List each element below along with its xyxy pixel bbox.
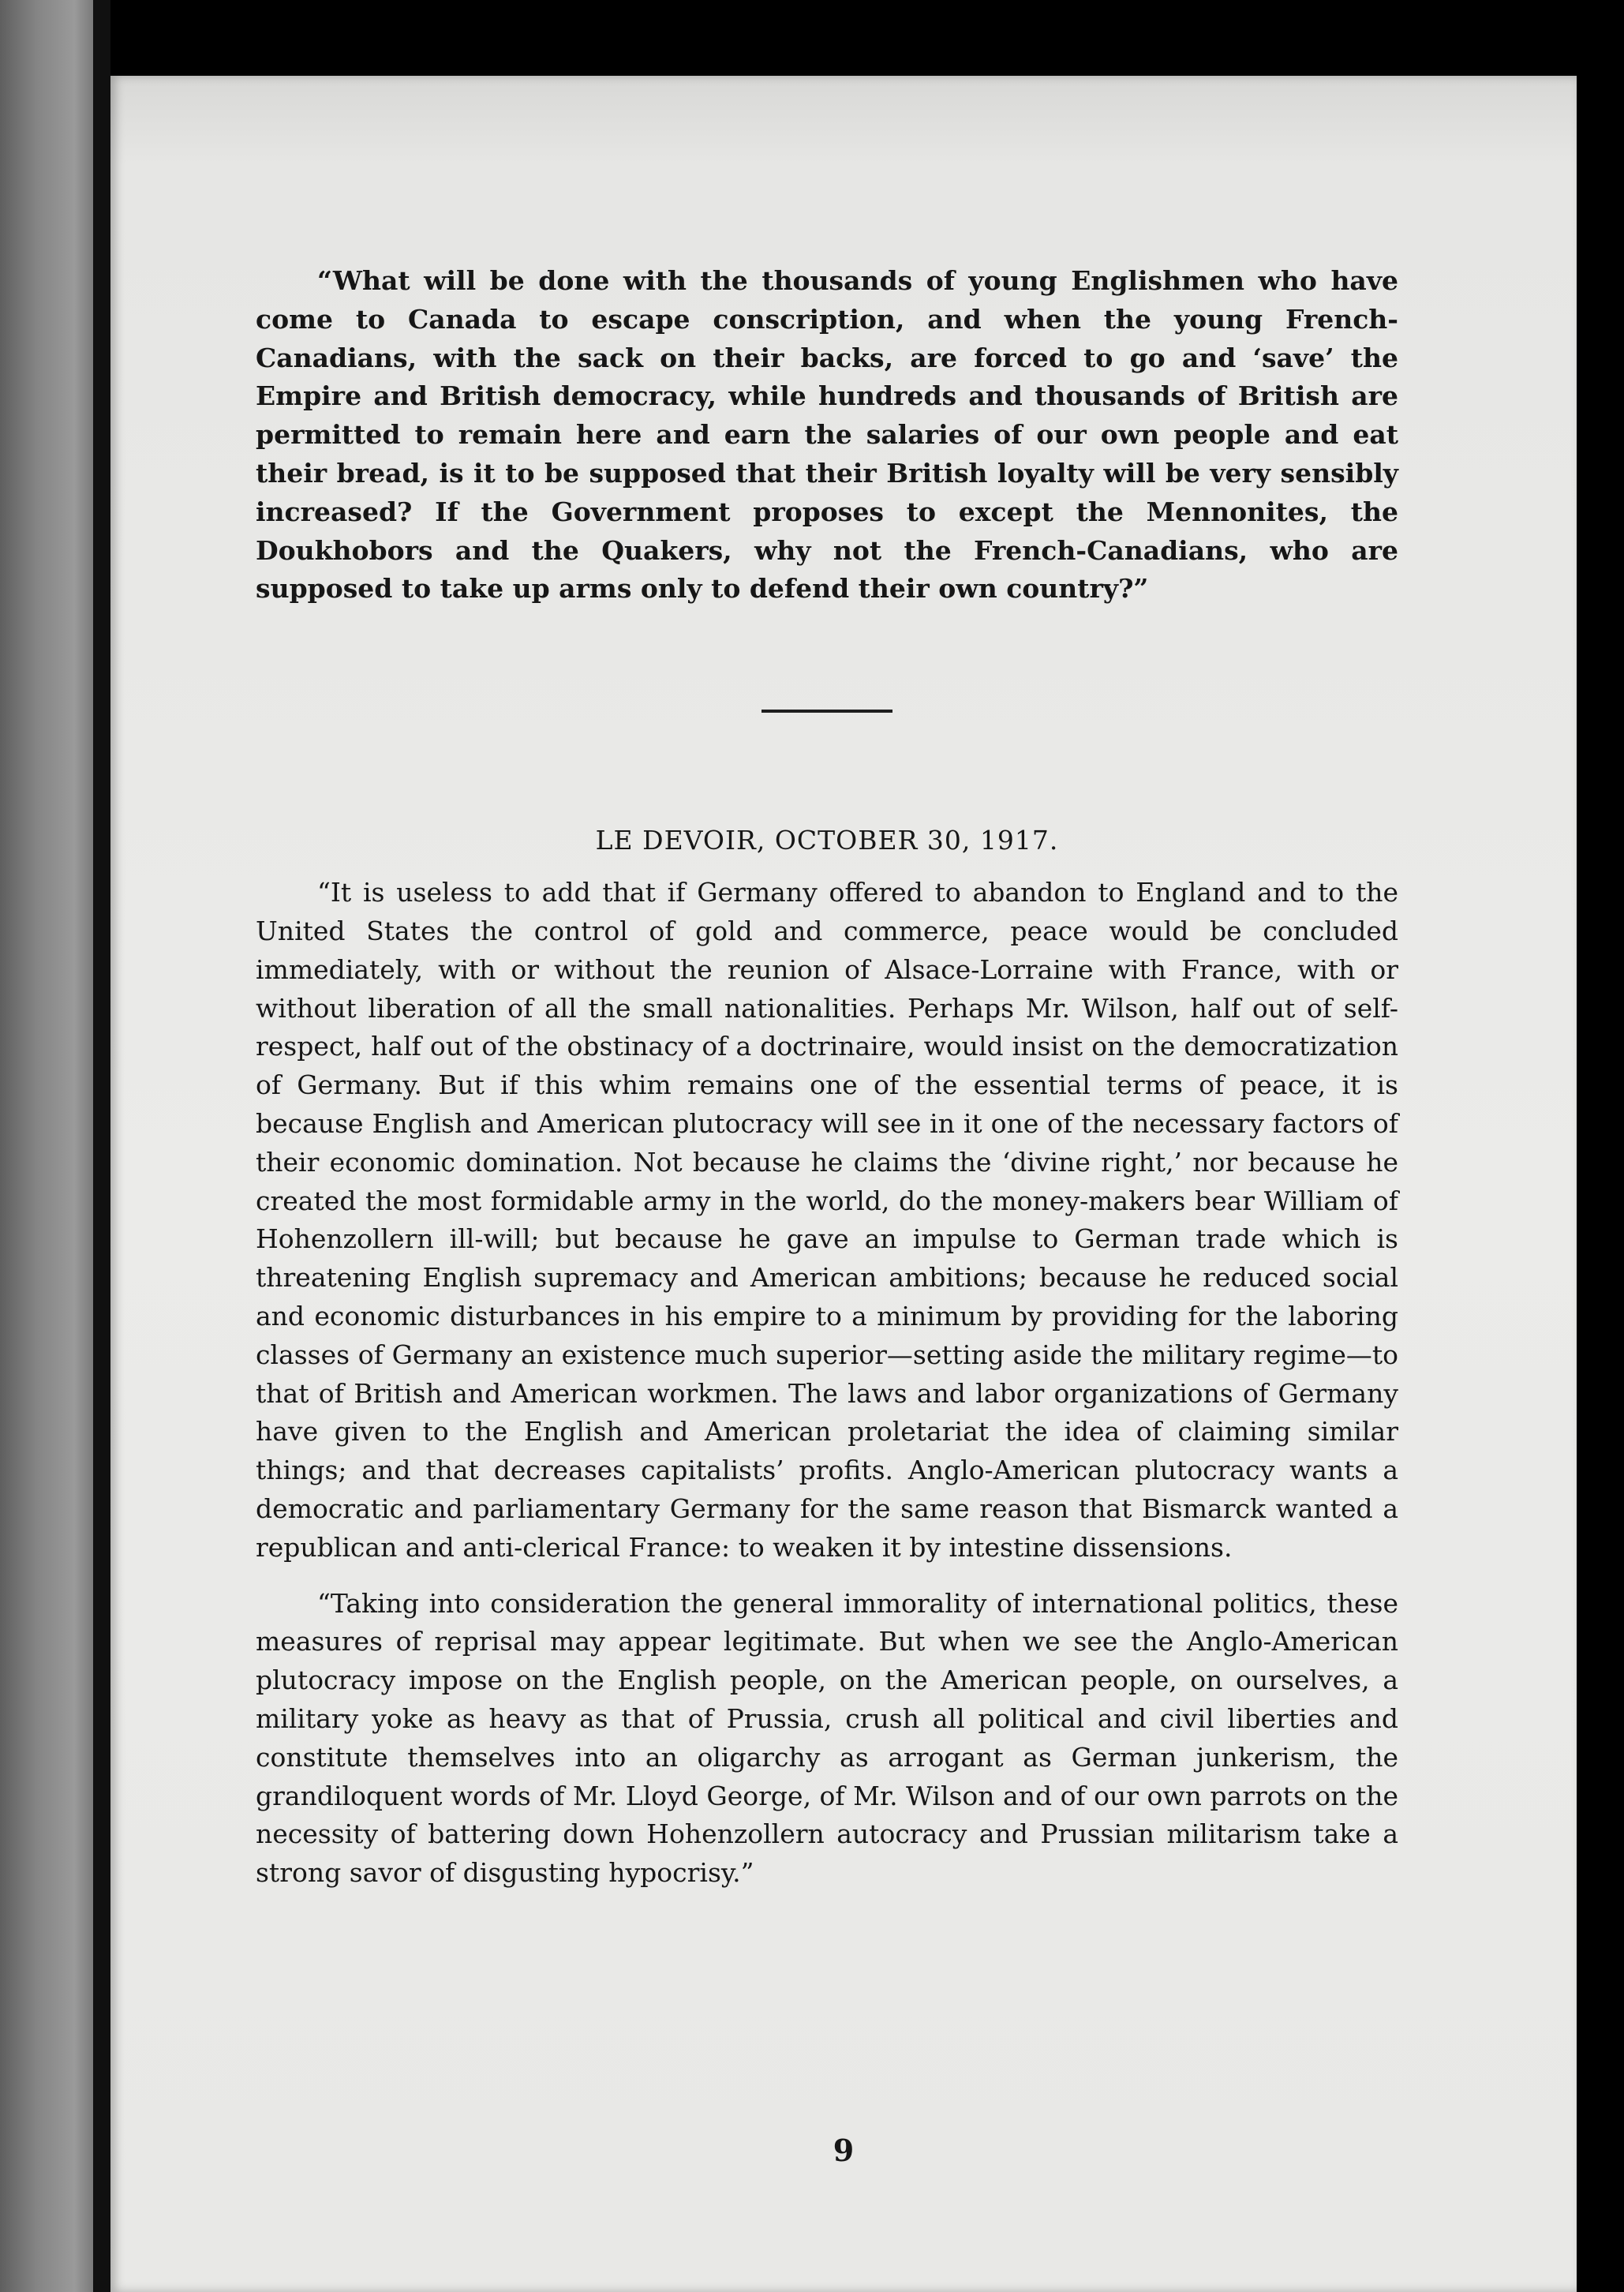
section-heading: LE DEVOIR, OCTOBER 30, 1917.	[595, 825, 1059, 856]
facing-page-edge	[0, 0, 93, 2292]
opening-quote-paragraph: “What will be done with the thousands of young Englishmen who have come to Canada to escape conscription, and when the young French-Canadians, with the sack on their backs, are forced to go and ‘save’ the Empire and British democracy, while hundreds and thousands of British are permitted to remain here and earn the salaries of our own people and eat their bread, is it to be supposed that their British loyalty will be very sensibly increased? If the Government proposes to except the Mennonites, the Doukhobors and the Quakers, why not the French-Canadians, who are supposed to take up arms only to defend their own country?”	[256, 265, 1398, 605]
article-paragraph-1: “It is useless to add that if Germany offered to abandon to England and to the United States the control of gold and commerce, peace would be concluded immediately, with or without the reunion of Alsace-Lorraine with France, with or without liberation of all the small nationalities. Perhaps Mr. Wilson, half out of self-respect, half out of the obstinacy of a doctrinaire, would insist on the democratization of Germany. But if this whim remains one of the essential terms of peace, it is because English and American plutocracy will see in it one of the necessary factors of their economic domination. Not because he claims the ‘divine right,’ nor because he created the most formidable army in the world, do the money-makers bear William of Hohenzollern ill-will; but because he gave an impulse to German trade which is threatening English supremacy and American ambitions; because he reduced social and economic disturbances in his empire to a minimum by providing for the laboring classes of Germany an existence much superior—setting aside the military regime—to that of British and American workmen. The laws and labor organizations of Germany have given to the English and American proletariat the idea of claiming similar things; and that decreases capitalists’ profits. Anglo-American plutocracy wants a democratic and parliamentary Germany for the same reason that Bismarck wanted a republican and anti-clerical France: to weaken it by intestine dissensions.	[256, 877, 1398, 1563]
article-paragraph-2: “Taking into consideration the general immorality of international politics, these measures of reprisal may appear legitimate. But when we see the Anglo-American plutocracy impose on the English people, on the American people, on ourselves, a military yoke as heavy as that of Prussia, crush all political and civil liberties and constitute themselves into an oligarchy as arrogant as German junkerism, the grandiloquent words of Mr. Lloyd George, of Mr. Wilson and of our own parrots on the necessity of battering down Hohenzollern autocracy and Prussian militarism take a strong savor of disgusting hypocrisy.”	[256, 1587, 1398, 1889]
section-divider	[761, 710, 892, 713]
document-page	[110, 76, 1577, 2292]
page-number: 9	[833, 2133, 855, 2168]
book-gutter	[93, 0, 110, 2292]
page-content	[256, 262, 1398, 1893]
